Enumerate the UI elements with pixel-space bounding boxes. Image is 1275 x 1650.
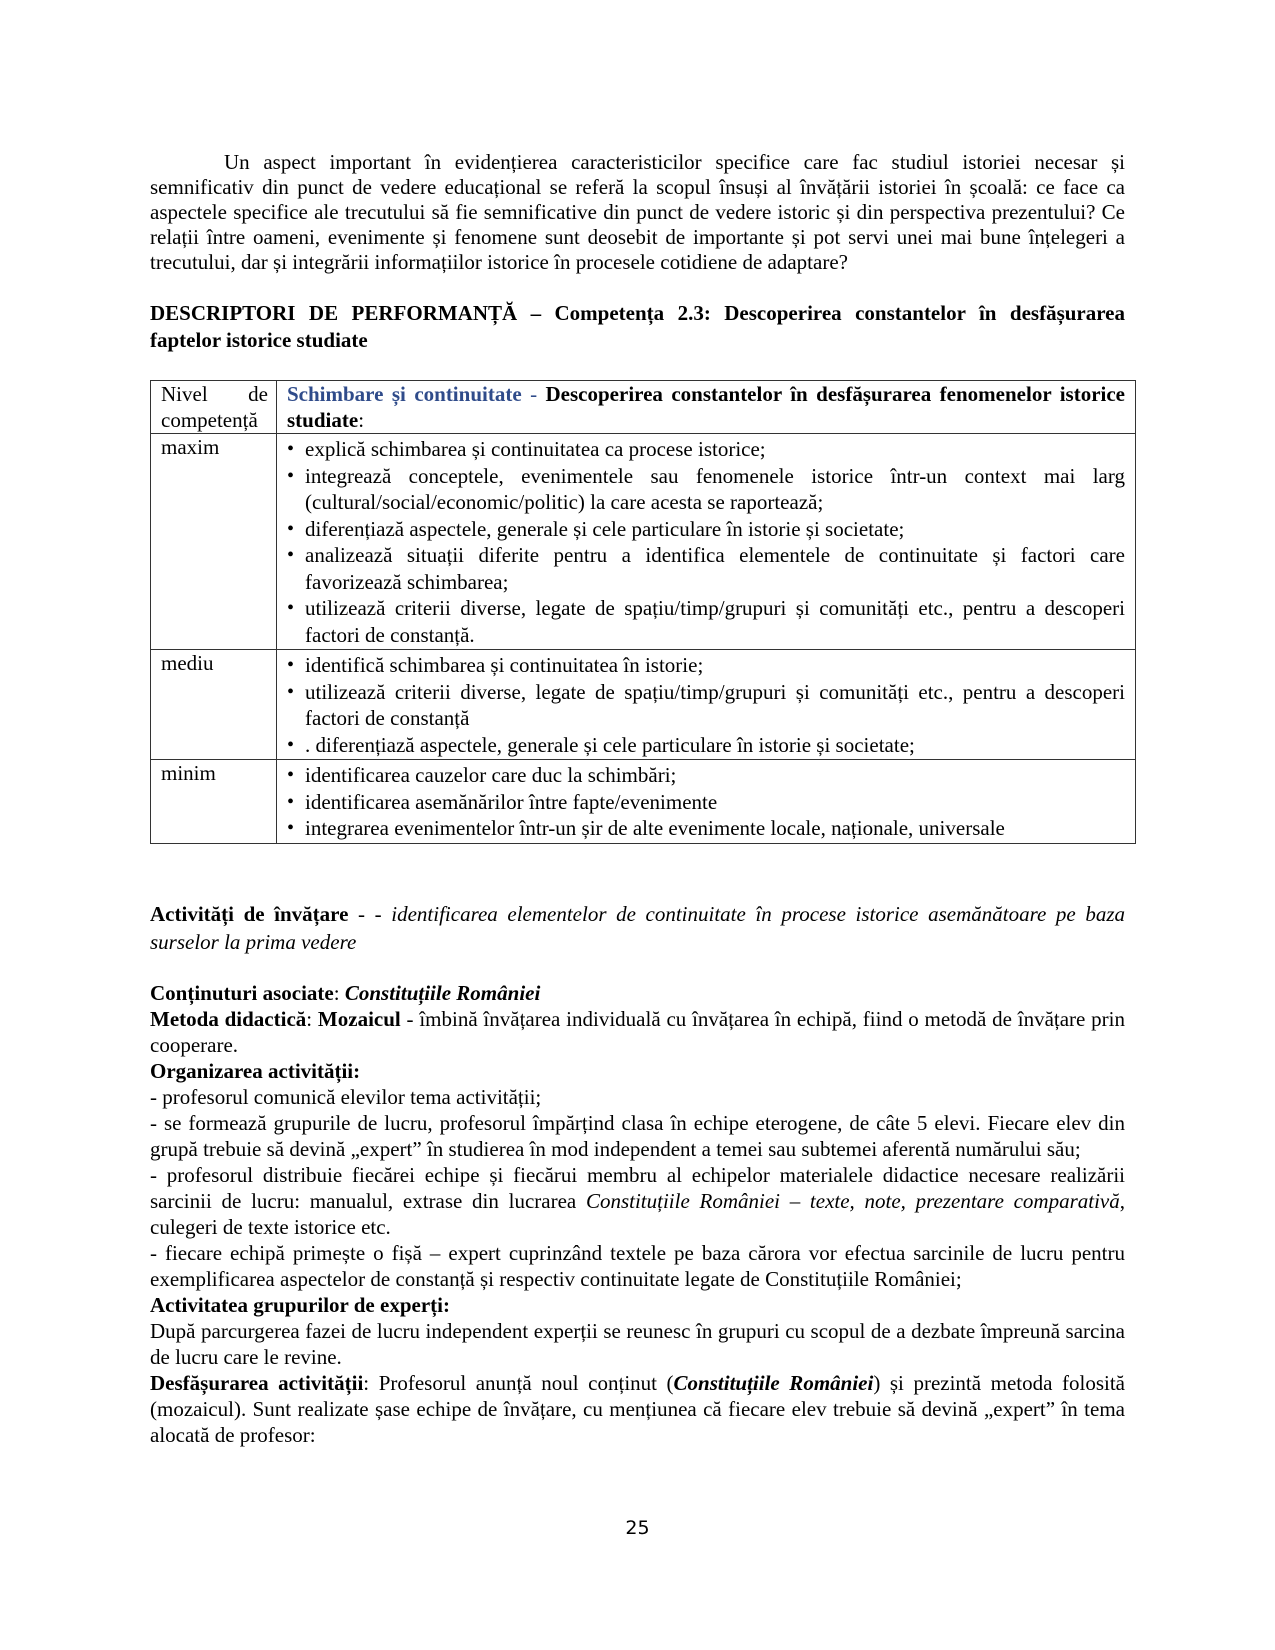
list-item: • utilizează criterii diverse, legate de spațiu/timp/grupuri și comunități etc., pentru a descoperi factori de constanță. [287,595,1125,648]
activities-label: Activități de învățare [150,901,349,926]
header-level-cell [151,381,277,434]
progress-label: Desfășurarea activității [150,1370,364,1395]
experts-heading: Activitatea grupurilor de experți: [150,1292,450,1317]
didactic-method: Metoda didactică: Mozaicul - îmbină învățarea individuală cu învățarea în echipă, fiind o metodă de învățare prin cooperare. [150,1006,1125,1057]
associated-label: Conținuturi asociate [150,980,334,1005]
activities-text: identificarea elementelor de continuitate în procese istorice asemănătoare pe baza surselor la prima vedere [150,901,1125,954]
activities-dashes: - - [348,901,392,926]
table-row [151,650,1136,760]
sheet-item: - fiecare echipă primește o fișă – expert cuprinzând textele pe baza cărora vor efectua sarcinile de lucru pentru exemplificarea aspectelor de constanță și respectiv continuitate legate de Constituțiile României; [150,1240,1125,1291]
intro-paragraph: Un aspect important în evidențierea caracteristicilor specifice care fac studiul istoriei necesar și semnificativ din punct de vedere educațional se referă la scopul însuși al învățării istoriei în școală: ce face ca aspectele specifice ale trecutului să fie semnificative din punct de vedere istoric și din perspectiva prezentului? Ce relații între oameni, evenimente și fenomene sunt deosebit de importante și pot servi unei mai bune înțelegeri a trecutului, dar și integrării informațiilor istorice în procesele cotidiene de adaptare? [150,150,1125,274]
list-item: • explică schimbarea și continuitatea ca procese istorice; [287,436,1125,463]
list-item: • analizează situații diferite pentru a identifica elementele de continuitate și factori care favorizează schimbarea; [287,542,1125,595]
list-item: • integrarea evenimentelor într-un șir de alte evenimente locale, naționale, universale [287,815,1125,842]
header-level-label: Nivel de competență [161,382,268,432]
header-dash: - [521,382,546,406]
method-label: Metoda didactică [150,1006,307,1031]
descriptor-list [287,650,1125,759]
method-name: Mozaicul [317,1006,401,1031]
descriptors-heading: DESCRIPTORI DE PERFORMANȚĂ – Competența 2.3: Descoperirea constantelor în desfășurarea faptelor istorice studiate [150,301,1125,352]
activity-progress [150,1370,1125,1448]
organization-item: - profesorul comunică elevilor tema activității; [150,1084,542,1109]
table-row [151,760,1136,844]
progress-italic: Constituțiile României [673,1370,874,1395]
page-number: 25 [625,1517,650,1539]
distribution-pre: - profesorul distribuie fiecărei echipe și fiecărui membru al echipelor materialele didactice necesare realizării sarcinii de lucru: manualul, extrase din lucrarea [150,1162,1125,1213]
distribution-italic: Constituțiile României – texte, note, prezentare comparativă [585,1188,1120,1213]
level-cell: minim [151,760,277,844]
list-item: • identificarea asemănărilor între fapte/evenimente [287,789,1125,816]
header-colon: : [358,408,365,432]
table-row [151,434,1136,650]
list-item: • identifică schimbarea și continuitatea în istorie; [287,652,1125,679]
document-page [150,150,1125,1448]
learning-activities [150,900,1125,956]
descriptor-list [287,434,1125,649]
experts-text: După parcurgerea fazei de lucru independent experții se reunesc în grupuri cu scopul de a dezbate împreună sarcina de lucru care le revine. [150,1318,1125,1369]
list-item: • diferențiază aspectele, generale și cele particulare în istorie și societate; [287,516,1125,543]
organization-item: - se formează grupurile de lucru, profesorul împărțind clasa în echipe eterogene, de câte 5 elevi. Fiecare elev din grupă trebuie să devină „expert” în studierea în mod independent a temei sau subtemei aferentă numărului său; [150,1110,1125,1161]
progress-post: ) și prezintă metoda folosită (mozaicul). Sunt realizate șase echipe de învățare, cu mențiunea că fiecare elev trebuie să devină „expert” în tema alocată de profesor: [150,1370,1125,1447]
list-item: • identificarea cauzelor care duc la schimbări; [287,762,1125,789]
progress-pre: : Profesorul anunță noul conținut ( [363,1370,674,1395]
list-item: • . diferențiază aspectele, generale și cele particulare în istorie și societate; [287,732,1125,759]
associated-contents: Conținuturi asociate: Constituțiile României [150,980,541,1005]
descriptor-list [287,760,1125,843]
level-cell: mediu [151,650,277,760]
list-item: • integrează conceptele, evenimentele sau fenomenele istorice într-un context mai larg (cultural/social/economic/politic) la care acesta se raportează; [287,463,1125,516]
level-cell: maxim [151,434,277,650]
header-title-bold: Descoperirea constantelor în desfășurarea fenomenelor istorice studiate [287,382,1125,432]
distribution-item [150,1162,1125,1240]
header-title-blue: Schimbare și continuitate [287,382,522,406]
descriptor-cell [277,434,1136,650]
performance-descriptors-table [150,380,1136,844]
list-item: • utilizează criterii diverse, legate de spațiu/timp/grupuri și comunități etc., pentru a descoperi factori de constanță [287,679,1125,732]
header-title-cell [277,381,1136,434]
associated-value: Constituțiile României [344,980,541,1005]
descriptor-cell [277,760,1136,844]
distribution-post: , culegeri de texte istorice etc. [150,1188,1126,1239]
table-header-row [151,381,1136,434]
organization-heading: Organizarea activității: [150,1058,361,1083]
descriptor-cell [277,650,1136,760]
method-text: - îmbină învățarea individuală cu învățarea în echipă, fiind o metodă de învățare prin cooperare. [150,1006,1125,1057]
